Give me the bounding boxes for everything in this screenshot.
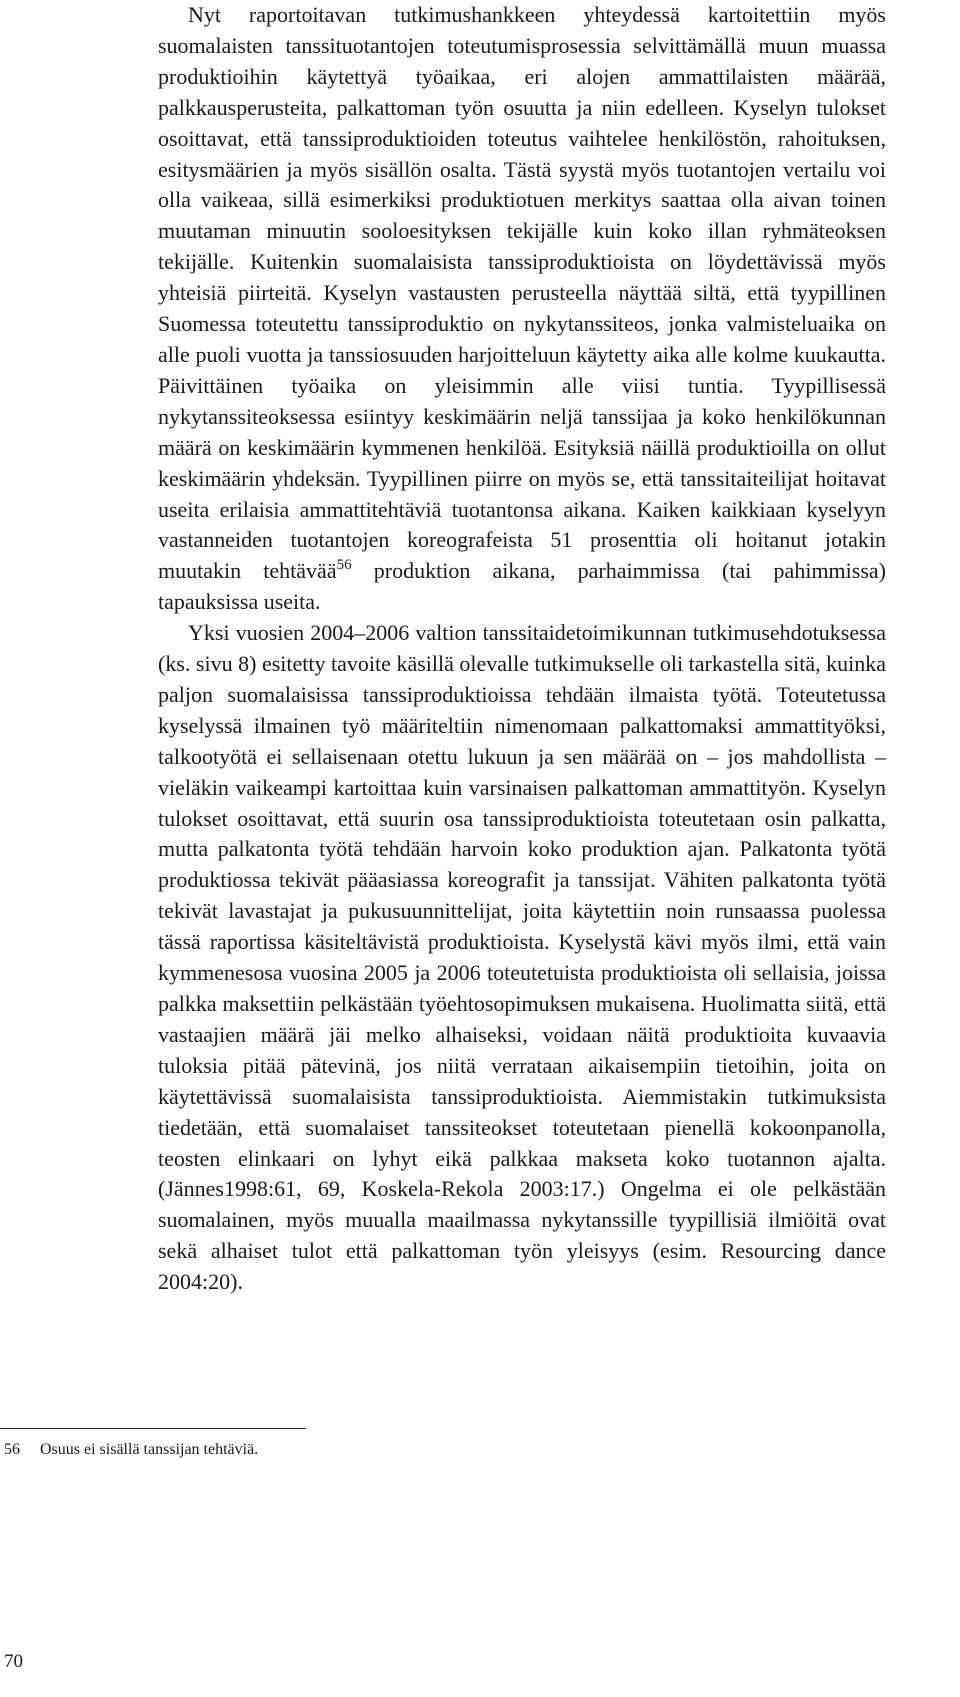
paragraph-1 [158,0,886,618]
body-text [158,0,886,1298]
footnote-reference: 56 [336,556,352,573]
footnote-number: 56 [4,1441,20,1458]
footnote-divider [0,1428,306,1429]
page-number: 70 [4,1651,23,1672]
paragraph-1-text: Nyt raportoitavan tutkimushankkeen yhteydessä kartoitettiin myös suomalaisten tanssituotantojen toteutumisprosessia selvittämällä muun muassa produktioihin käytettyä työaikaa, eri alojen ammattilaisten määrää, palkkausperusteita, palkattoman työn osuutta ja niin edelleen. Kyselyn tulokset osoittavat, että tanssiproduktioiden toteutus vaihtelee henkilöstön, rahoituksen, esitysmäärien ja myös sisällön osalta. Tästä syystä myös tuotantojen vertailu voi olla vaikeaa, sillä esimerkiksi produktiotuen merkitys saattaa olla aivan toinen muutaman minuutin sooloesityksen tekijälle kuin koko illan ryhmäteoksen tekijälle. Kuitenkin suomalaisista tanssiproduktioista on löydettävissä myös yhteisiä piirteitä. Kyselyn vastausten perusteella näyttää siltä, että tyypillinen Suomessa toteutettu tanssiproduktio on nykytanssiteos, jonka valmisteluaika on alle puoli vuotta ja tanssiosuuden harjoitteluun käytetty aika alle kolme kuukautta. Päivittäinen työaika on yleisimmin alle viisi tuntia. Tyypillisessä nykytanssiteoksessa esiintyy keskimäärin neljä tanssijaa ja koko henkilökunnan määrä on keskimäärin kymmenen henkilöä. Esityksiä näillä produktioilla on ollut keskimäärin yhdeksän. Tyypillinen piirre on myös se, että tanssitaiteilijat hoitavat useita erilaisia ammattitehtäviä tuotantonsa aikana. Kaiken kaikkiaan kyselyyn vastanneiden tuotantojen koreografeista 51 prosenttia oli hoitanut jotakin muutakin tehtävää [158,2,886,584]
paragraph-1-text-end: produktion aikana, parhaimmissa (tai pahimmissa) tapauksissa useita. [158,558,886,615]
footnote [4,1440,258,1460]
footnote-text: Osuus ei sisällä tanssijan tehtäviä. [40,1441,259,1458]
paragraph-2: Yksi vuosien 2004–2006 valtion tanssitaidetoimikunnan tutkimusehdotuksessa (ks. sivu 8) esitetty tavoite käsillä olevalle tutkimukselle oli tarkastella sitä, kuinka paljon suomalaisissa tanssiproduktioissa tehdään ilmaista työtä. Toteutetussa kyselyssä ilmainen työ määriteltiin nimenomaan palkattomaksi ammattityöksi, talkootyötä ei sellaisenaan otettu lukuun ja sen määrää on – jos mahdollista – vieläkin vaikeampi kartoittaa kuin varsinaisen palkattoman ammattityön. Kyselyn tulokset osoittavat, että suurin osa tanssiproduktioista toteutetaan osin palkatta, mutta palkatonta työtä tehdään harvoin koko produktion ajan. Palkatonta työtä produktiossa tekivät pääasiassa koreografit ja tanssijat. Vähiten palkatonta työtä tekivät lavastajat ja pukusuunnittelijat, joita käytettiin noin runsaassa puolessa tässä raportissa käsiteltävistä produktioista. Kyselystä kävi myös ilmi, että vain kymmenesosa vuosina 2005 ja 2006 toteutetuista produktioista oli sellaisia, joissa palkka maksettiin pelkästään työehtosopimuksen mukaisena. Huolimatta siitä, että vastaajien määrä jäi melko alhaiseksi, voidaan näitä produktioita kuvaavia tuloksia pitää pätevinä, jos niitä verrataan aikaisempiin tietoihin, joita on käytettävissä suomalaisista tanssiproduktioista. Aiemmistakin tutkimuksista tiedetään, että suomalaiset tanssiteokset toteutetaan pienellä kokoonpanolla, teosten elinkaari on lyhyt eikä palkkaa makseta koko tuotannon ajalta. (Jännes1998:61, 69, Koskela-Rekola 2003:17.) Ongelma ei ole pelkästään suomalainen, myös muualla maailmassa nykytanssille tyypillisiä ilmiöitä ovat sekä alhaiset tulot että palkattoman työn yleisyys (esim. Resourcing dance 2004:20). [158,620,886,1295]
